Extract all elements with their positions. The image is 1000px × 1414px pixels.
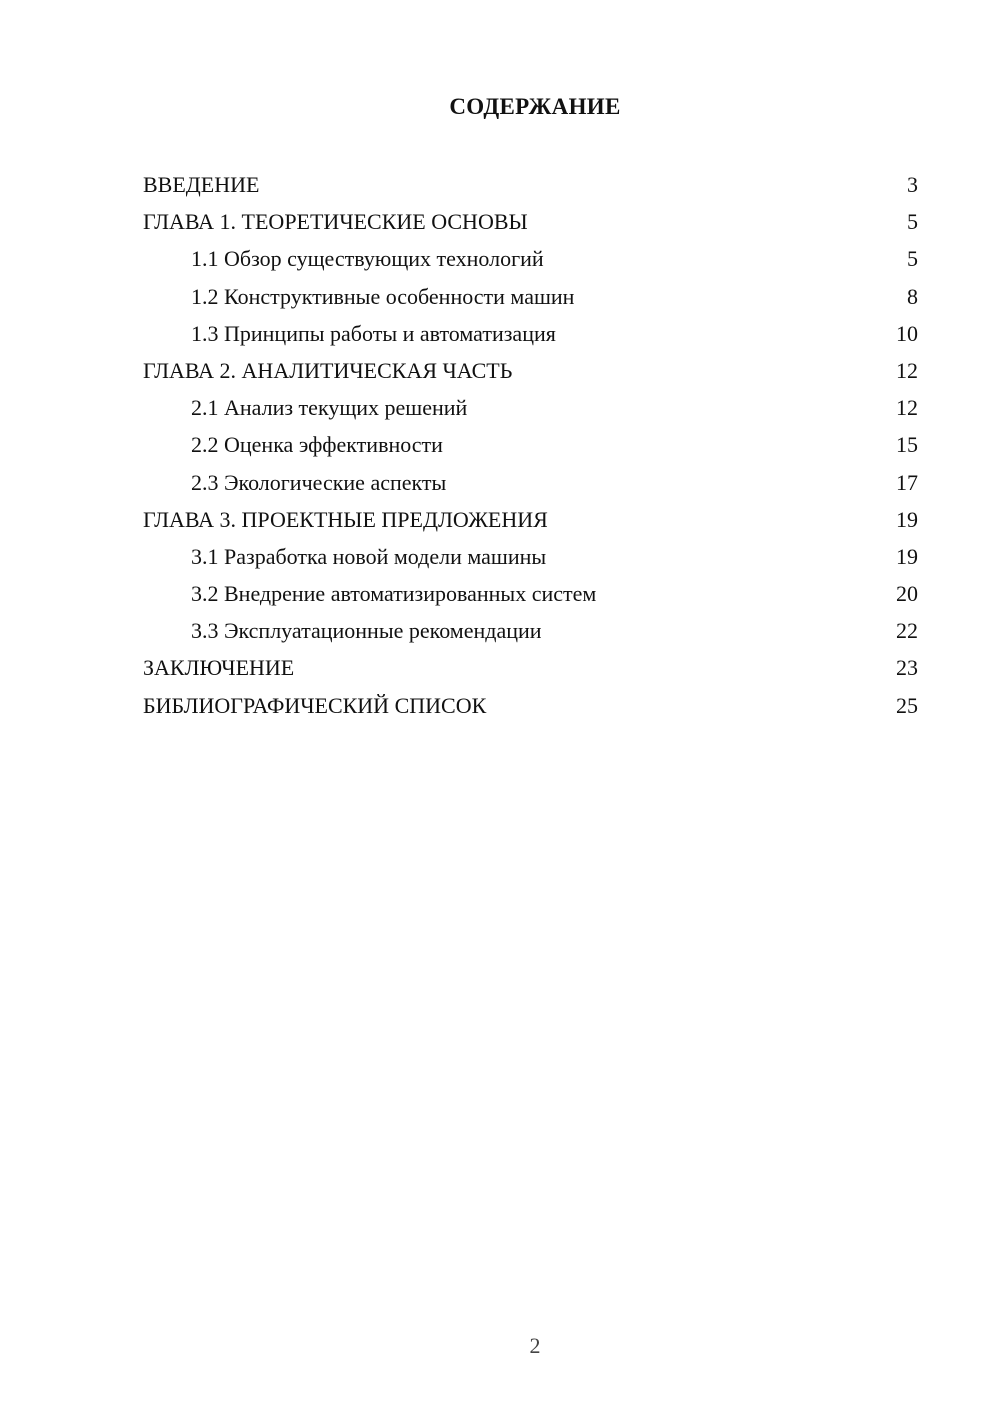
toc-entry-page: 20 bbox=[896, 581, 918, 607]
toc-entry-section-1-3[interactable] bbox=[143, 315, 918, 352]
toc-entry-section-2-3[interactable] bbox=[143, 464, 918, 501]
toc-entry-page: 3 bbox=[907, 172, 918, 197]
toc-entry-introduction[interactable] bbox=[143, 166, 918, 203]
toc-entry-page: 17 bbox=[896, 469, 918, 495]
toc-entry-page: 5 bbox=[907, 246, 918, 272]
toc-entry-label: 3.1 Разработка новой модели машины bbox=[191, 543, 547, 569]
toc-entry-label: 1.3 Принципы работы и автоматизация bbox=[191, 320, 556, 346]
toc-entry-page: 8 bbox=[907, 283, 918, 309]
page-title: СОДЕРЖАНИЕ bbox=[449, 94, 621, 119]
toc-entry-page: 19 bbox=[896, 543, 918, 569]
toc-entry-section-2-2[interactable] bbox=[143, 426, 918, 463]
toc-entry-section-3-3[interactable] bbox=[143, 612, 918, 649]
toc-entry-page: 22 bbox=[896, 618, 918, 644]
toc-entry-label: 1.2 Конструктивные особенности машин bbox=[191, 283, 575, 309]
toc-entry-label: ВВЕДЕНИЕ bbox=[143, 172, 260, 197]
toc-entry-label: 3.2 Внедрение автоматизированных систем bbox=[191, 581, 597, 607]
toc-entry-section-3-1[interactable] bbox=[143, 538, 918, 575]
toc-entry-label: ЗАКЛЮЧЕНИЕ bbox=[143, 655, 295, 681]
toc-entry-conclusion[interactable] bbox=[143, 649, 918, 686]
toc-entry-section-2-1[interactable] bbox=[143, 389, 918, 426]
toc-entry-page: 15 bbox=[896, 432, 918, 458]
toc-entry-label: ГЛАВА 2. АНАЛИТИЧЕСКАЯ ЧАСТЬ bbox=[143, 357, 513, 383]
toc-entry-label: 3.3 Эксплуатационные рекомендации bbox=[191, 618, 542, 644]
toc-entry-page: 23 bbox=[896, 655, 918, 681]
toc-entry-label: 2.1 Анализ текущих решений bbox=[191, 395, 468, 421]
toc-entry-page: 5 bbox=[907, 209, 918, 235]
toc-entry-page: 19 bbox=[896, 506, 918, 532]
page-number: 2 bbox=[529, 1333, 541, 1358]
table-of-contents bbox=[143, 166, 918, 724]
toc-entry-section-1-2[interactable] bbox=[143, 278, 918, 315]
toc-entry-label: ГЛАВА 3. ПРОЕКТНЫЕ ПРЕДЛОЖЕНИЯ bbox=[143, 506, 548, 532]
toc-entry-page: 25 bbox=[896, 692, 918, 718]
toc-entry-label: 2.3 Экологические аспекты bbox=[191, 469, 447, 495]
toc-entry-section-1-1[interactable] bbox=[143, 240, 918, 277]
toc-entry-page: 12 bbox=[896, 395, 918, 421]
toc-entry-chapter-3[interactable] bbox=[143, 501, 918, 538]
toc-entry-page: 10 bbox=[896, 320, 918, 346]
toc-entry-label: 2.2 Оценка эффективности bbox=[191, 432, 443, 458]
toc-entry-label: 1.1 Обзор существующих технологий bbox=[191, 246, 544, 272]
toc-entry-label: ГЛАВА 1. ТЕОРЕТИЧЕСКИЕ ОСНОВЫ bbox=[143, 209, 528, 235]
toc-entry-chapter-2[interactable] bbox=[143, 352, 918, 389]
toc-entry-bibliography[interactable] bbox=[143, 687, 918, 724]
toc-entry-page: 12 bbox=[896, 357, 918, 383]
toc-entry-chapter-1[interactable] bbox=[143, 203, 918, 240]
toc-entry-label: БИБЛИОГРАФИЧЕСКИЙ СПИСОК bbox=[143, 692, 487, 718]
toc-entry-section-3-2[interactable] bbox=[143, 575, 918, 612]
